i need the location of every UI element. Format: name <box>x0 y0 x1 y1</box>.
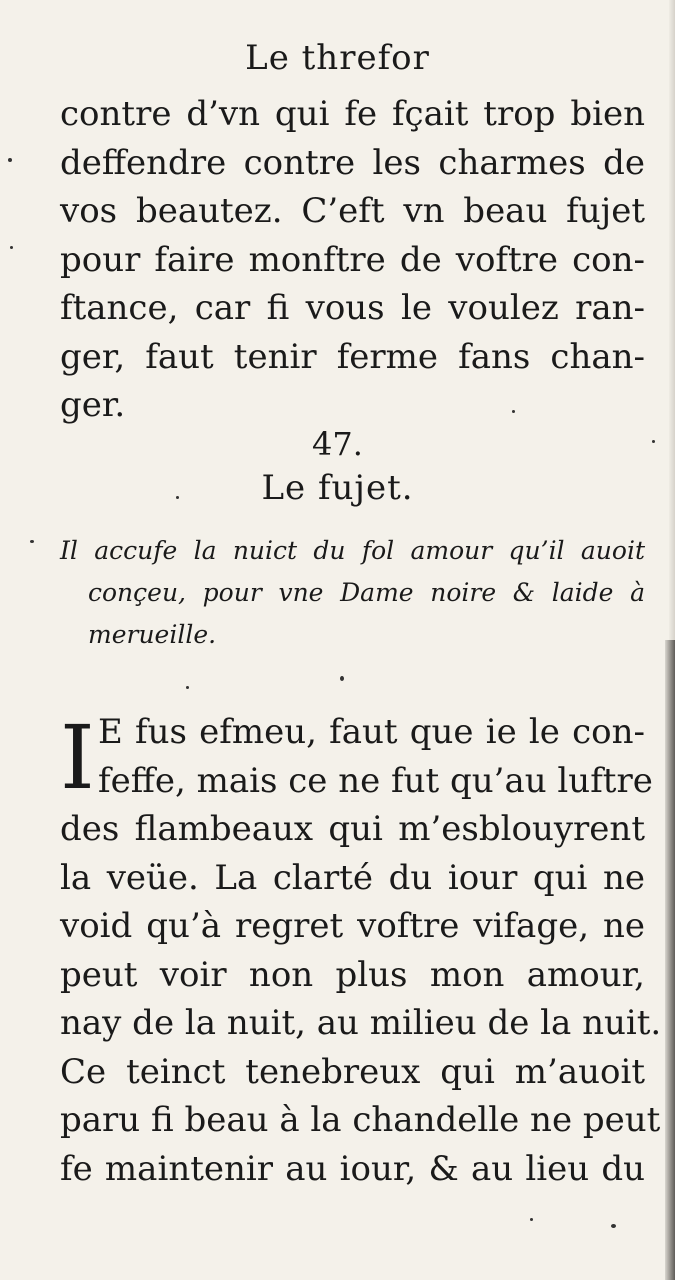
ink-speck <box>652 440 655 443</box>
section-argument <box>60 530 645 656</box>
text-line: vos beautez. C’eft vn beau fujet <box>60 191 645 231</box>
ink-speck <box>186 686 189 689</box>
text-line: E fus efmeu, faut que ie le con- <box>98 712 645 752</box>
ink-speck <box>340 676 344 681</box>
argument-line: Il accufe la nuict du fol amour qu’il auoit <box>60 536 645 565</box>
text-line: deffendre contre les charmes de <box>60 142 645 183</box>
ink-speck <box>30 540 34 543</box>
section-number: 47. <box>312 425 363 463</box>
text-line: Ce teinct tenebreux qui m’auoit <box>60 1051 645 1092</box>
ink-speck <box>10 246 13 249</box>
text-line: paru fi beau à la chandelle ne peut <box>60 1100 661 1140</box>
text-line: pour faire monftre de voftre con- <box>60 239 645 280</box>
text-line: la veüe. La clarté du iour qui ne <box>60 857 645 898</box>
argument-line: merueille. <box>88 620 217 649</box>
section-title: Le fujet. <box>261 468 414 508</box>
ink-speck <box>8 158 12 162</box>
text-line: fe maintenir au iour, & au lieu du <box>60 1148 645 1189</box>
page-edge-shadow <box>665 640 675 1280</box>
drop-cap: I <box>60 706 95 809</box>
page-edge-shadow-top <box>669 0 675 640</box>
ink-speck <box>530 1218 533 1221</box>
text-line: ftance, car fi vous le voulez ran- <box>60 288 645 328</box>
text-line: des flambeaux qui m’esblouyrent <box>60 809 645 849</box>
text-line: peut voir non plus mon amour, <box>60 954 645 995</box>
text-line: nay de la nuit, au milieu de la nuit. <box>60 1003 662 1043</box>
running-head: Le threfor <box>245 38 430 78</box>
text-line: feffe, mais ce ne fut qu’au luftre <box>98 760 653 801</box>
ink-speck <box>611 1224 616 1228</box>
ink-speck <box>512 410 515 413</box>
passage-body <box>60 708 662 1193</box>
argument-line: conçeu, pour vne Dame noire & laide à <box>88 578 645 607</box>
ink-speck <box>176 496 179 499</box>
text-line: contre d’vn qui fe fçait trop bien <box>60 94 645 134</box>
text-line: ger, faut tenir ferme fans chan- <box>60 336 645 377</box>
passage-continuation <box>60 90 645 430</box>
text-line: ger. <box>60 385 126 425</box>
text-line: void qu’à regret voftre vifage, ne <box>60 906 645 946</box>
